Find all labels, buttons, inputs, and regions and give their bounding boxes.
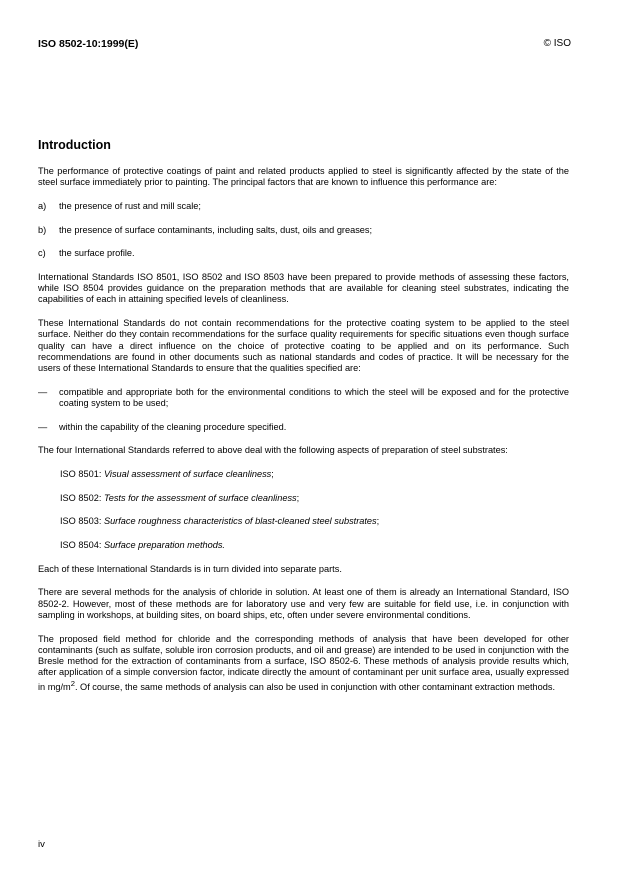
standard-code: ISO 8504: bbox=[60, 540, 102, 551]
standard-end: ; bbox=[296, 492, 300, 503]
standard-entry bbox=[60, 469, 569, 480]
list-text: the presence of rust and mill scale; bbox=[59, 200, 201, 211]
list-item bbox=[38, 248, 569, 259]
dash-text: compatible and appropriate both for the environmental conditions to which the steel will be exposed and for the protective coating system to be used; bbox=[59, 386, 569, 408]
standard-end: ; bbox=[271, 468, 274, 479]
field-method-text: The proposed field method for chloride and the corresponding methods of analysis that have been developed for other contaminants (such as sulfate, soluble iron corrosion products, and oil and grease) are intended to be used in conjunction with the Bresle method for the extraction of contaminants from a surface, ISO 8502-6. These methods of analysis provide results which, after application of a simple conversion factor, indicate directly the amount of contaminant per unit surface area, usually expressed in mg/m bbox=[38, 633, 569, 693]
standard-title: Surface preparation methods. bbox=[103, 540, 225, 551]
standard-title: Surface roughness characteristics of blast-cleaned steel substrates bbox=[103, 516, 377, 527]
list-text: the presence of surface contaminants, including salts, dust, oils and greases; bbox=[59, 224, 373, 235]
standard-title: Tests for the assessment of surface cleanliness bbox=[103, 492, 297, 503]
paragraph-aspects: The four International Standards referred to above deal with the following aspects of preparation of steel substrates: bbox=[38, 445, 508, 456]
standard-title: Visual assessment of surface cleanliness bbox=[103, 468, 272, 479]
list-label: b) bbox=[38, 224, 47, 235]
dash-text: within the capability of the cleaning procedure specified. bbox=[59, 421, 287, 432]
dash-list-item bbox=[38, 422, 569, 433]
standard-entry bbox=[60, 493, 569, 504]
paragraph-standards: International Standards ISO 8501, ISO 8502 and ISO 8503 have been prepared to provide methods of assessing these factors, while ISO 8504 provides guidance on the preparation methods that are available for cleaning steel substrates, indicating the capabilities of each in attaining specified levels of cleanliness. bbox=[38, 272, 569, 305]
section-title: Introduction bbox=[38, 138, 111, 152]
standard-entry bbox=[60, 540, 569, 551]
list-label: a) bbox=[38, 200, 47, 211]
page-number: iv bbox=[38, 839, 45, 850]
list-item bbox=[38, 225, 569, 236]
dash-label: — bbox=[38, 386, 48, 397]
paragraph-chloride: There are several methods for the analysis of chloride in solution. At least one of them is already an International Standard, ISO 8502-2. However, most of these methods are for laboratory use and very few are suitable for field use, i.e. in conjunction with sampling in workshops, at building sites, on board ships, etc, often under severe environmental conditions. bbox=[38, 587, 569, 620]
standard-code: ISO 8502: bbox=[60, 492, 102, 503]
dash-label: — bbox=[38, 421, 48, 432]
standard-end: ; bbox=[376, 516, 380, 527]
paragraph-recommendations: These International Standards do not contain recommendations for the protective coating system to be applied to the steel surface. Neither do they contain recommendations for the surface quality requirements for specific situations even though surface quality can have a direct influence on the choice of protective coating to be applied and on its performance. Such recommendations are found in other documents such as national standards and codes of practice. It will be necessary for the users of these International Standards to ensure that the qualities specified are: bbox=[38, 318, 569, 373]
list-label: c) bbox=[38, 248, 46, 259]
copyright-notice: © ISO bbox=[543, 38, 571, 49]
superscript-exponent: 2 bbox=[70, 679, 75, 689]
body-content bbox=[38, 166, 569, 706]
paragraph-intro: The performance of protective coatings of paint and related products applied to steel is significantly affected by the state of the steel surface immediately prior to painting. The principal factors that are known to influence this performance are: bbox=[38, 166, 569, 188]
document-id: ISO 8502-10:1999(E) bbox=[38, 38, 139, 50]
standard-entry bbox=[60, 516, 569, 527]
standard-code: ISO 8503: bbox=[60, 516, 102, 527]
paragraph-field-method bbox=[38, 634, 569, 694]
field-method-text-end: . Of course, the same methods of analysis can also be used in conjunction with other contaminant extraction methods. bbox=[74, 682, 556, 693]
list-item bbox=[38, 201, 569, 212]
standard-code: ISO 8501: bbox=[60, 468, 102, 479]
dash-list-item bbox=[38, 387, 569, 409]
list-text: the surface profile. bbox=[59, 248, 135, 259]
paragraph-parts: Each of these International Standards is in turn divided into separate parts. bbox=[38, 563, 342, 574]
